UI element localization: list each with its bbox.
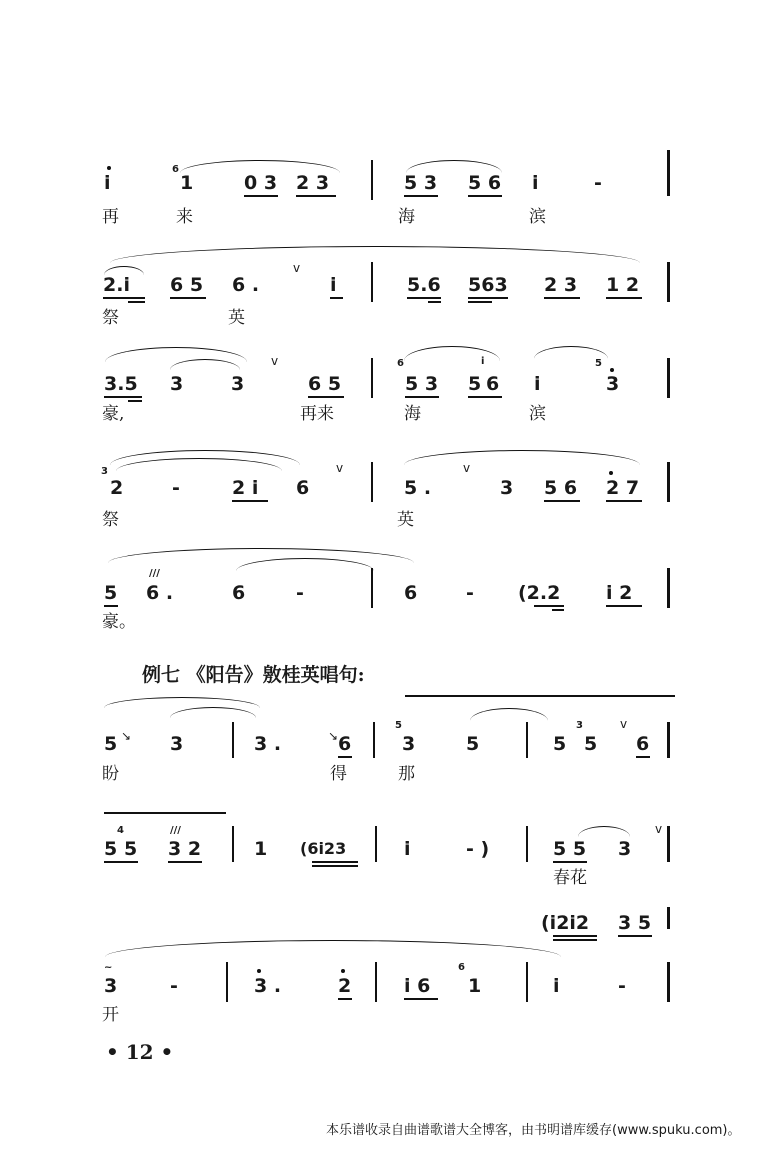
note: 2 i [232, 477, 259, 499]
breath-mark: v [271, 354, 279, 368]
bar-line [371, 262, 373, 302]
bar-line [667, 462, 670, 502]
note: 2 [110, 477, 124, 499]
underline [312, 861, 358, 863]
note: - [172, 477, 180, 499]
note: i [404, 838, 411, 860]
note: 5 [104, 838, 118, 860]
note: 1 [254, 838, 268, 860]
bar-line [667, 962, 670, 1002]
note: 3 5 [618, 912, 652, 934]
note: i [532, 172, 539, 194]
lyric: 那 [398, 764, 415, 784]
tremolo-mark: /// [170, 825, 181, 836]
lyric: 盼 [102, 764, 119, 784]
note: 5 [584, 733, 598, 755]
octave-dot [257, 969, 261, 973]
breath-mark: v [336, 461, 344, 475]
note: 5 [553, 733, 567, 755]
underline [244, 195, 278, 197]
note: 2 3 [544, 274, 578, 296]
grace-note: 6 [458, 962, 465, 973]
note: 0 3 [244, 172, 278, 194]
slur [105, 940, 561, 957]
underline [468, 195, 502, 197]
note: 6 5 [308, 373, 342, 395]
underline [553, 861, 587, 863]
phrase-line [405, 695, 675, 697]
lyric: 海 [404, 404, 421, 424]
note: i [534, 373, 541, 395]
note: 3 . [254, 733, 282, 755]
note: - [170, 975, 178, 997]
note: 3 [170, 733, 184, 755]
grace-note: 3 [101, 466, 108, 477]
lyric: 滨 [529, 207, 546, 227]
note: 5 5 [553, 838, 587, 860]
note: i [330, 274, 337, 296]
slur [578, 826, 630, 837]
slur [105, 347, 247, 362]
note: - [618, 975, 626, 997]
octave-dot [609, 471, 613, 475]
note: 6 . [146, 582, 174, 604]
note: - ) [466, 838, 490, 860]
note: 3 [170, 373, 184, 395]
slur [170, 707, 256, 718]
note: 5 6 [468, 172, 502, 194]
underline [636, 756, 650, 758]
underline [104, 605, 118, 607]
bar-line [667, 722, 670, 758]
bar-line [526, 826, 528, 862]
bar-line [667, 358, 670, 398]
underline [312, 865, 358, 867]
note: 3.5 [104, 373, 138, 395]
octave-dot [107, 166, 111, 170]
underline [553, 935, 597, 937]
underline [405, 396, 439, 398]
note: - [296, 582, 304, 604]
lyric: 英 [397, 510, 414, 530]
note: 6 [636, 733, 650, 755]
lyric: 祭 [102, 510, 119, 530]
underline [128, 400, 142, 402]
lyric: 春花 [553, 868, 587, 888]
underline [428, 301, 441, 303]
note: 2 7 [606, 477, 640, 499]
underline [407, 297, 441, 299]
note: 3 2 [168, 838, 202, 860]
note: 2.i [103, 274, 130, 296]
bar-line [667, 262, 670, 302]
underline [606, 297, 642, 299]
breath-mark: v [463, 461, 471, 475]
note: i [104, 172, 111, 194]
underline [544, 297, 580, 299]
bar-line [226, 962, 228, 1002]
note: 6 [404, 582, 418, 604]
note: 5 [104, 733, 118, 755]
glide-mark: ↘ [121, 729, 132, 743]
octave-dot [610, 368, 614, 372]
lyric: 开 [102, 1005, 119, 1025]
bar-line [667, 568, 670, 608]
note: 1 [468, 975, 482, 997]
grace-note: i [481, 356, 485, 367]
underline [338, 756, 352, 758]
bar-line [232, 826, 234, 862]
bar-line [526, 722, 528, 758]
lyric: 英 [228, 308, 245, 328]
underline [338, 998, 352, 1000]
note: 6 . [232, 274, 260, 296]
bar-line [371, 568, 373, 608]
underline [534, 605, 564, 607]
underline [128, 301, 145, 303]
bar-line [232, 722, 234, 758]
lyric: 海 [398, 207, 415, 227]
note: 5 [468, 373, 482, 395]
note: 6 [486, 373, 500, 395]
grace-note: 6 [172, 164, 179, 175]
underline [618, 935, 652, 937]
underline [468, 301, 492, 303]
note: 5 [104, 582, 118, 604]
lyric: 再来 [300, 404, 334, 424]
underline [168, 861, 202, 863]
underline [468, 396, 502, 398]
underline [103, 297, 145, 299]
slur [104, 697, 260, 708]
underline [232, 500, 268, 502]
note: 5 6 [544, 477, 578, 499]
underline [544, 500, 580, 502]
underline [104, 861, 138, 863]
slur [180, 160, 340, 173]
note: (2.2 [518, 582, 561, 604]
note: 5.6 [407, 274, 441, 296]
slur [110, 246, 640, 263]
note: i 2 [606, 582, 633, 604]
note: 6 [296, 477, 310, 499]
note: 2 [338, 975, 352, 997]
underline [170, 297, 206, 299]
slur [404, 346, 500, 361]
underline [606, 500, 642, 502]
note: 3 [402, 733, 416, 755]
breath-mark: v [620, 717, 628, 731]
lyric: 再 [102, 207, 119, 227]
note: - [594, 172, 602, 194]
breath-mark: v [293, 261, 301, 275]
slur [470, 708, 548, 721]
lyric: 豪, [102, 404, 125, 424]
underline [468, 297, 508, 299]
example-title: 例七 《阳告》敫桂英唱句: [142, 664, 365, 686]
underline [104, 396, 142, 398]
note: 5 3 [405, 373, 439, 395]
note: 3 [500, 477, 514, 499]
grace-note: 3 [576, 720, 583, 731]
lyric: 祭 [102, 308, 119, 328]
breath-mark: v [655, 822, 663, 836]
underline [552, 609, 564, 611]
note: 5 . [404, 477, 432, 499]
note: 563 [468, 274, 508, 296]
source-footer: 本乐谱收录自曲谱歌谱大全博客，由书明谱库缓存(www.spuku.com)。 [326, 1123, 741, 1138]
underline [606, 605, 642, 607]
note: i [553, 975, 560, 997]
note: 6 [338, 733, 352, 755]
lyric: 得 [330, 764, 347, 784]
phrase-line [104, 812, 226, 814]
underline [296, 195, 336, 197]
grace-note: 6 [397, 358, 404, 369]
note: (6i23 [300, 839, 347, 858]
bar-line [373, 722, 375, 758]
grace-note: 5 [595, 358, 602, 369]
note: 3 [606, 373, 620, 395]
note: 6 5 [170, 274, 204, 296]
underline [404, 998, 438, 1000]
bar-line [371, 160, 373, 200]
tremolo-mark: /// [149, 568, 160, 579]
lyric: 豪。 [102, 612, 136, 632]
underline [404, 195, 438, 197]
note: 1 2 [606, 274, 640, 296]
note: 3 [104, 975, 118, 997]
underline [330, 297, 343, 299]
note: 3 . [254, 975, 282, 997]
bar-line [667, 907, 670, 929]
grace-note: 4 [117, 825, 124, 836]
lyric: 来 [176, 207, 193, 227]
note: 3 [618, 838, 632, 860]
bar-line [526, 962, 528, 1002]
note: 2 3 [296, 172, 330, 194]
note: 6 [232, 582, 246, 604]
bar-line [371, 462, 373, 502]
slur [104, 266, 144, 275]
bar-line [667, 826, 670, 862]
bar-line [375, 962, 377, 1002]
note: (i2i2 [541, 912, 590, 934]
tremolo-mark: ~ [104, 962, 113, 973]
glide-mark: ↘ [328, 729, 339, 743]
underline [308, 396, 344, 398]
underline [553, 939, 597, 941]
page-number: • 12 • [106, 1040, 174, 1064]
octave-dot [341, 969, 345, 973]
grace-note: 5 [395, 720, 402, 731]
note: 5 3 [404, 172, 438, 194]
note: 5 [466, 733, 480, 755]
note: 5 [124, 838, 138, 860]
slur [404, 450, 640, 465]
note: 3 [231, 373, 245, 395]
slur [406, 160, 502, 173]
note: i 6 [404, 975, 431, 997]
note: 1 [180, 172, 194, 194]
bar-line [371, 358, 373, 398]
note: - [466, 582, 474, 604]
lyric: 滨 [529, 404, 546, 424]
bar-line [667, 150, 670, 196]
bar-line [375, 826, 377, 862]
